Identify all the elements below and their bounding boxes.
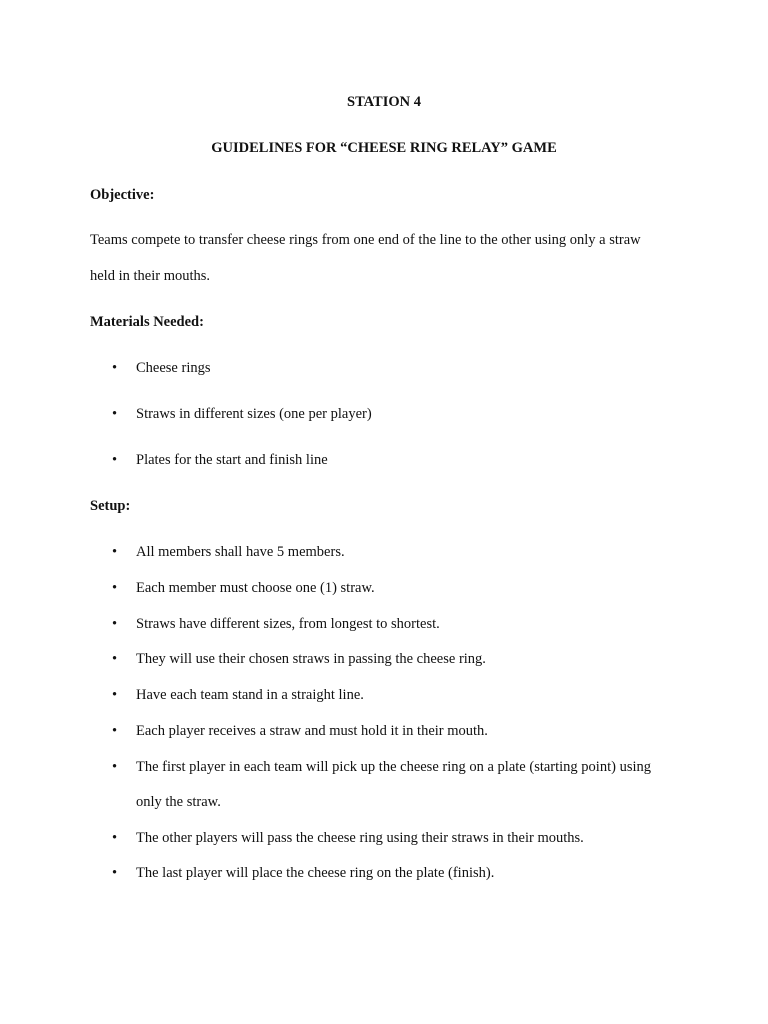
bullet-icon: • (112, 687, 118, 703)
bullet-icon: • (112, 616, 118, 632)
bullet-icon: • (112, 580, 118, 596)
bullet-icon: • (112, 544, 118, 560)
bullet-icon: • (112, 360, 118, 376)
materials-item: Plates for the start and finish line (136, 452, 328, 468)
objective-text-line-1: Teams compete to transfer cheese rings from one end of the line to the other using only a straw (90, 232, 641, 248)
bullet-icon: • (112, 452, 118, 468)
setup-heading: Setup: (90, 498, 131, 514)
materials-item: Cheese rings (136, 360, 211, 376)
setup-item: They will use their chosen straws in passing the cheese ring. (136, 651, 486, 667)
setup-item: Each player receives a straw and must hold it in their mouth. (136, 723, 488, 739)
objective-text-line-2: held in their mouths. (90, 268, 211, 284)
bullet-icon: • (112, 759, 118, 775)
materials-item: Straws in different sizes (one per player) (136, 406, 372, 422)
setup-item: All members shall have 5 members. (136, 544, 345, 560)
bullet-icon: • (112, 651, 118, 667)
setup-item: The other players will pass the cheese ring using their straws in their mouths. (136, 830, 584, 846)
setup-item-continuation: only the straw. (136, 794, 221, 810)
setup-item: Straws have different sizes, from longest to shortest. (136, 616, 440, 632)
station-heading: STATION 4 (347, 94, 421, 110)
materials-heading: Materials Needed: (90, 314, 204, 330)
document-title: GUIDELINES FOR “CHEESE RING RELAY” GAME (211, 140, 557, 156)
bullet-icon: • (112, 723, 118, 739)
objective-heading: Objective: (90, 187, 155, 203)
bullet-icon: • (112, 865, 118, 881)
bullet-icon: • (112, 406, 118, 422)
setup-item: Have each team stand in a straight line. (136, 687, 364, 703)
setup-item: The first player in each team will pick up the cheese ring on a plate (starting point) using (136, 759, 651, 775)
setup-item: The last player will place the cheese ring on the plate (finish). (136, 865, 495, 881)
bullet-icon: • (112, 830, 118, 846)
setup-item: Each member must choose one (1) straw. (136, 580, 375, 596)
